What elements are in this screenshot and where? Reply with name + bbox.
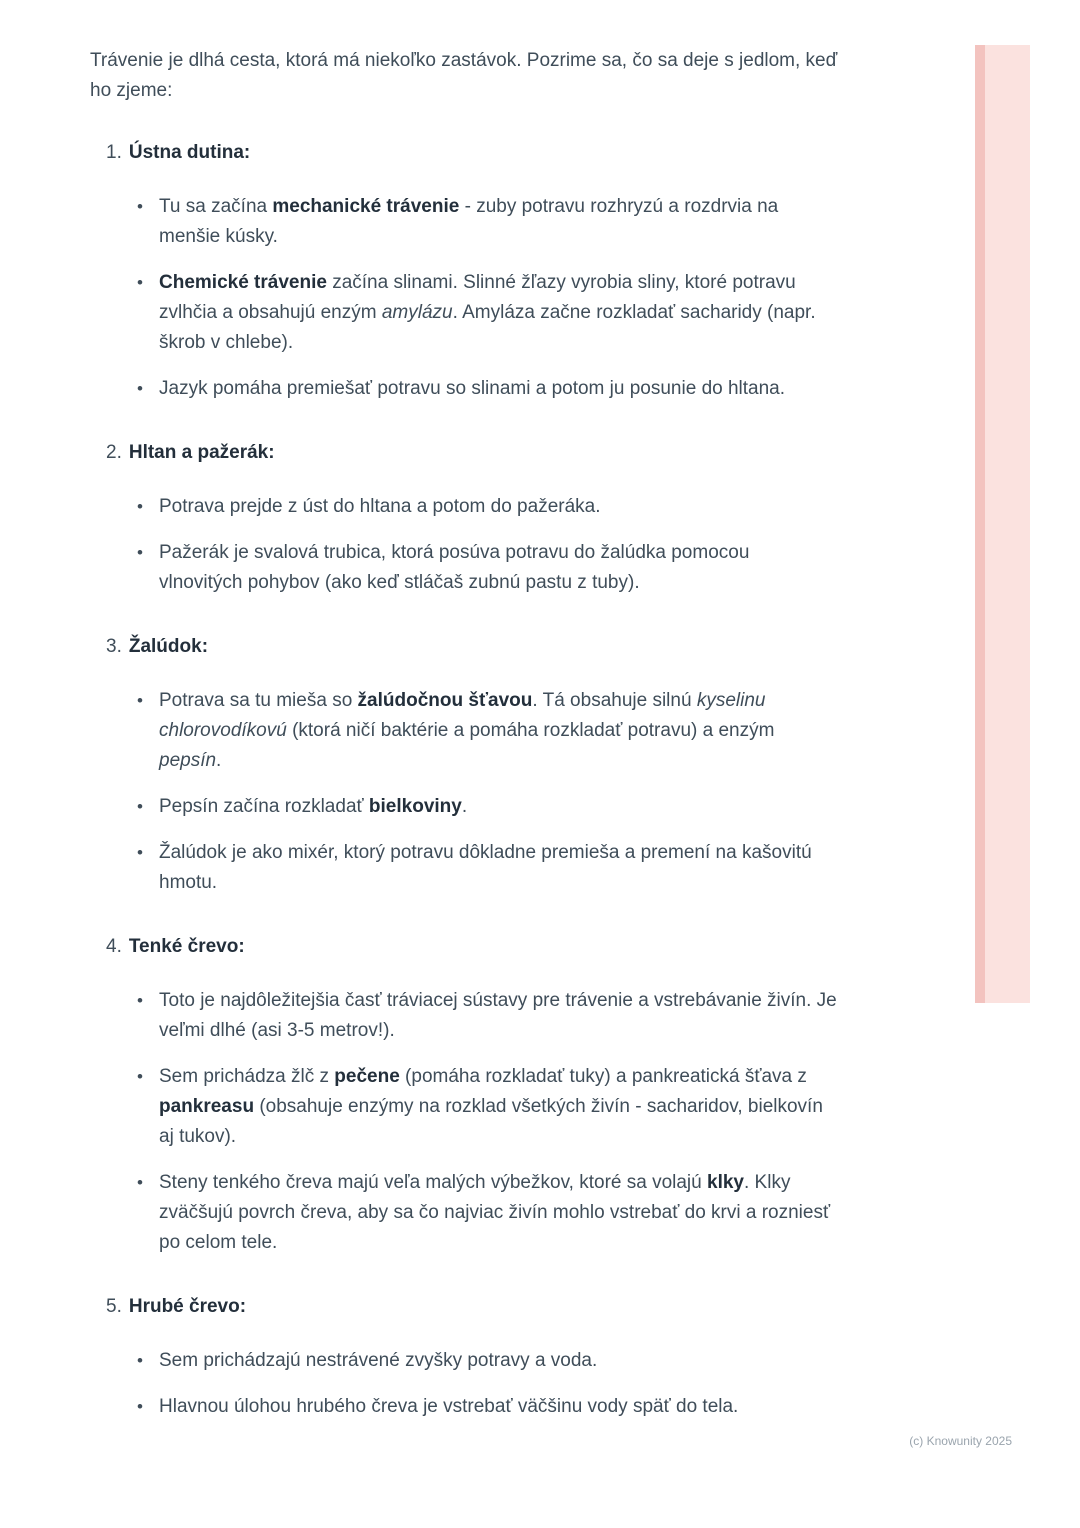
text-segment: . — [461, 796, 468, 817]
section — [90, 1292, 838, 1422]
text-segment: mechanické trávenie — [272, 196, 460, 217]
bullet-item — [137, 686, 838, 776]
bullet-icon: • — [137, 991, 143, 1010]
text-segment: začína slinami. Slinné žľazy vyrobia sliny, ktoré potravu zvlhčia a obsahujú enzým — [159, 272, 796, 323]
text-segment: klky — [707, 1172, 744, 1193]
text-segment: Toto je najdôležitejšia časť tráviacej sústavy pre trávenie a vstrebávanie živín. Je veľmi dlhé (asi 3-5 metrov!). — [159, 990, 837, 1041]
section-heading — [106, 1292, 838, 1322]
bullet-icon: • — [137, 1351, 143, 1370]
bullet-icon: • — [137, 691, 143, 710]
text-segment: (ktorá ničí baktérie a pomáha rozkladať potravu) a enzým — [286, 720, 775, 741]
text-segment: - zuby potravu rozhryzú a rozdrvia na menšie kúsky. — [159, 196, 779, 247]
bullet-text — [159, 986, 838, 1046]
section-number: 3. — [106, 636, 122, 657]
bullet-text — [159, 1392, 838, 1422]
text-segment: . Amyláza začne rozkladať sacharidy (napr. škrob v chlebe). — [159, 302, 816, 353]
bullet-text — [159, 538, 838, 598]
section — [90, 438, 838, 598]
bullet-item — [137, 538, 838, 598]
bullet-icon: • — [137, 497, 143, 516]
bullet-item — [137, 1392, 838, 1422]
bullet-list — [90, 192, 838, 404]
text-segment: pankreasu — [159, 1096, 255, 1117]
bullet-text — [159, 374, 838, 404]
section-title: Hltan a pažerák: — [128, 442, 275, 463]
section-number: 4. — [106, 936, 122, 957]
bullet-text — [159, 686, 838, 776]
bullet-icon: • — [137, 379, 143, 398]
text-segment: Sem prichádzajú nestrávené zvyšky potravy a voda. — [159, 1350, 598, 1371]
bullet-text — [159, 192, 838, 252]
section-number: 2. — [106, 442, 122, 463]
bullet-item — [137, 1346, 838, 1376]
text-segment: Pepsín začína rozkladať — [159, 796, 369, 817]
text-segment: . Klky zväčšujú povrch čreva, aby sa čo najviac živín mohlo vstrebať do krvi a rozniesť po celom tele. — [159, 1172, 831, 1253]
text-segment: . Tá obsahuje silnú — [532, 690, 697, 711]
bullet-text — [159, 792, 838, 822]
bullet-icon: • — [137, 543, 143, 562]
text-segment: amylázu — [381, 302, 453, 323]
text-segment: Chemické trávenie — [159, 272, 327, 293]
bullet-icon: • — [137, 197, 143, 216]
section-title: Ústna dutina: — [128, 142, 251, 163]
text-segment: . — [216, 750, 222, 771]
bullet-list — [90, 686, 838, 898]
bullet-list — [90, 1346, 838, 1422]
bullet-item — [137, 1168, 838, 1258]
bullet-item — [137, 192, 838, 252]
bullet-text — [159, 1168, 838, 1258]
text-segment: Hlavnou úlohou hrubého čreva je vstrebať väčšinu vody späť do tela. — [159, 1396, 739, 1417]
bullet-text — [159, 268, 838, 358]
bullet-list — [90, 986, 838, 1258]
section-number: 5. — [106, 1296, 122, 1317]
bullet-item — [137, 492, 838, 522]
text-segment: (obsahuje enzýmy na rozklad všetkých živín - sacharidov, bielkovín aj tukov). — [159, 1096, 823, 1147]
bullet-list — [90, 492, 838, 598]
bullet-icon: • — [137, 797, 143, 816]
text-segment: Jazyk pomáha premiešať potravu so slinami a potom ju posunie do hltana. — [159, 378, 786, 399]
text-segment: Steny tenkého čreva majú veľa malých výbežkov, ktoré sa volajú — [159, 1172, 708, 1193]
section-heading — [106, 138, 838, 168]
document-page — [90, 46, 838, 1456]
bullet-icon: • — [137, 1067, 143, 1086]
sections-list — [90, 138, 838, 1422]
section-heading — [106, 438, 838, 468]
text-segment: pepsín — [159, 750, 217, 771]
text-segment: Pažerák je svalová trubica, ktorá posúva potravu do žalúdka pomocou vlnovitých pohybov (ako keď stláčaš zubnú pastu z tuby). — [159, 542, 750, 593]
text-segment: Žalúdok je ako mixér, ktorý potravu dôkladne premieša a premení na kašovitú hmotu. — [159, 842, 812, 893]
copyright-footer: (c) Knowunity 2025 — [909, 1434, 1012, 1448]
section-heading — [106, 632, 838, 662]
bullet-icon: • — [137, 843, 143, 862]
text-segment: Potrava sa tu mieša so — [159, 690, 358, 711]
text-segment: kyselinu chlorovodíkovú — [159, 690, 766, 741]
section — [90, 138, 838, 404]
bullet-text — [159, 1346, 838, 1376]
section — [90, 932, 838, 1258]
section-title: Tenké črevo: — [128, 936, 245, 957]
bullet-text — [159, 1062, 838, 1152]
section-number: 1. — [106, 142, 122, 163]
bullet-item — [137, 1062, 838, 1152]
text-segment: (pomáha rozkladať tuky) a pankreatická šťava z — [399, 1066, 807, 1087]
bullet-item — [137, 268, 838, 358]
text-segment: žalúdočnou šťavou — [357, 690, 533, 711]
section — [90, 632, 838, 898]
decorative-stripe — [975, 45, 1030, 1003]
bullet-item — [137, 374, 838, 404]
bullet-item — [137, 986, 838, 1046]
section-title: Žalúdok: — [128, 636, 209, 657]
bullet-text — [159, 492, 838, 522]
bullet-item — [137, 838, 838, 898]
bullet-icon: • — [137, 1397, 143, 1416]
section-title: Hrubé črevo: — [128, 1296, 247, 1317]
bullet-icon: • — [137, 273, 143, 292]
text-segment: pečene — [334, 1066, 400, 1087]
bullet-text — [159, 838, 838, 898]
section-heading — [106, 932, 838, 962]
intro-paragraph — [90, 46, 838, 106]
text-segment: Sem prichádza žlč z — [159, 1066, 335, 1087]
bullet-icon: • — [137, 1173, 143, 1192]
bullet-item — [137, 792, 838, 822]
text-segment: bielkoviny — [368, 796, 462, 817]
text-segment: Tu sa začína — [159, 196, 273, 217]
text-segment: Potrava prejde z úst do hltana a potom do pažeráka. — [159, 496, 601, 517]
text-segment: Trávenie je dlhá cesta, ktorá má niekoľko zastávok. Pozrime sa, čo sa deje s jedlom, keď ho zjeme: — [90, 50, 838, 101]
